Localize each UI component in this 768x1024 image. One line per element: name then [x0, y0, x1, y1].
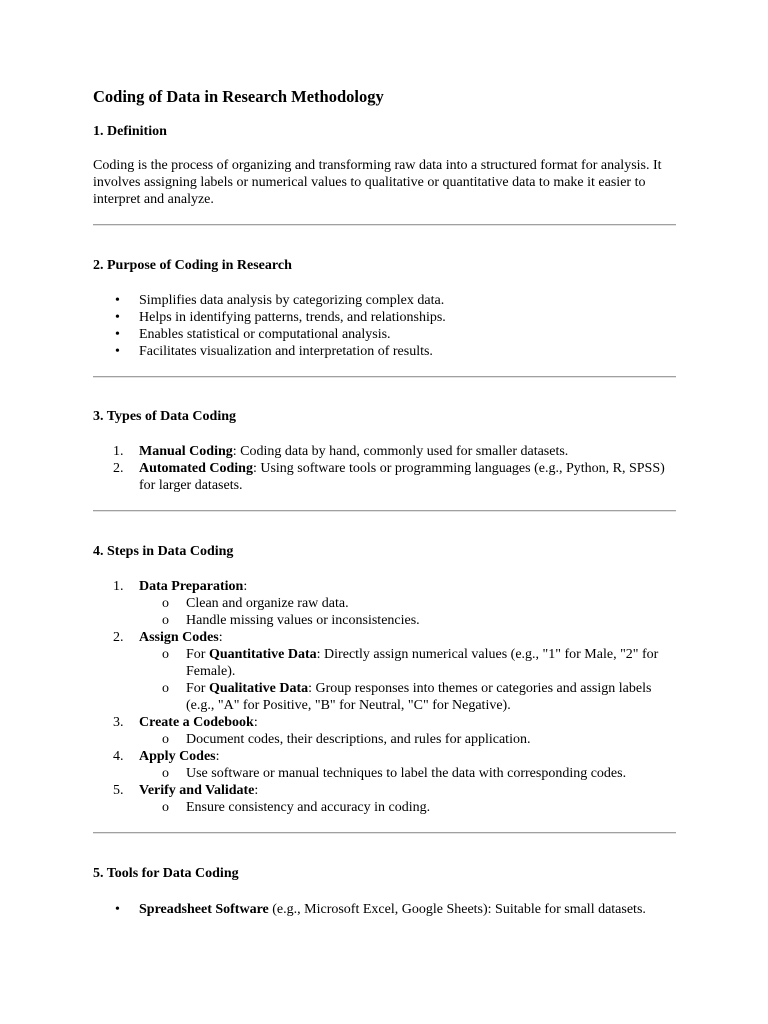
sub-list-item [93, 646, 676, 680]
tools-list [93, 901, 676, 918]
term-label: Assign Codes [139, 630, 219, 645]
document-title: Coding of Data in Research Methodology [93, 87, 384, 106]
section-heading-steps: 4. Steps in Data Coding [93, 544, 234, 559]
list-item [93, 460, 676, 494]
list-item-text: : Group responses into themes or categories and assign labels (e.g., "A" for Positive, "B" for Neutral, "C" for Negative). [186, 681, 652, 713]
list-item [93, 748, 676, 765]
list-item-text: Clean and organize raw data. [186, 596, 349, 611]
horizontal-rule [93, 376, 676, 378]
types-list [93, 443, 676, 494]
sub-bullet-marker: o [162, 800, 169, 815]
list-item [93, 782, 676, 799]
term-label: Create a Codebook [139, 715, 254, 730]
term-label: Qualitative Data [208, 681, 309, 696]
list-number: 2. [113, 461, 124, 476]
term-label: Spreadsheet Software [139, 902, 269, 917]
sub-bullet-marker: o [162, 766, 169, 781]
sub-list-item [93, 799, 676, 816]
list-number: 3. [113, 715, 124, 730]
list-item [93, 326, 676, 343]
bullet-marker: • [115, 293, 120, 308]
list-item-text: Use software or manual techniques to label the data with corresponding codes. [186, 766, 627, 781]
sub-list-item [93, 612, 676, 629]
horizontal-rule [93, 224, 676, 226]
list-item [93, 309, 676, 326]
section-heading-tools: 5. Tools for Data Coding [93, 866, 239, 881]
list-item-text: Enables statistical or computational analysis. [139, 327, 391, 342]
bullet-marker: • [115, 344, 120, 359]
term-label: Manual Coding [139, 444, 233, 459]
list-item [93, 343, 676, 360]
term-label: Automated Coding [139, 461, 253, 476]
list-item-text: : [253, 715, 258, 730]
definition-paragraph: Coding is the process of organizing and transforming raw data into a structured format for analysis. It involves assigning labels or numerical values to qualitative or quantitative data to make it easier to interpret and analyze. [93, 158, 662, 207]
list-item-text: Handle missing values or inconsistencies. [186, 613, 420, 628]
list-item [93, 443, 676, 460]
horizontal-rule [93, 832, 676, 834]
sub-list-item [93, 765, 676, 782]
bullet-marker: • [115, 902, 120, 917]
sub-list-item [93, 595, 676, 612]
sub-bullet-marker: o [162, 647, 169, 662]
list-item-text: : Directly assign numerical values (e.g., "1" for Male, "2" for Female). [186, 647, 659, 679]
term-label: Data Preparation [139, 579, 244, 594]
list-item-text: Document codes, their descriptions, and rules for application. [186, 732, 531, 747]
sub-bullet-marker: o [162, 732, 169, 747]
list-item-prefix: For [186, 681, 209, 696]
list-item-prefix: For [186, 647, 209, 662]
sub-bullet-marker: o [162, 681, 169, 696]
section-heading-types: 3. Types of Data Coding [93, 409, 237, 424]
steps-list [93, 578, 676, 816]
section-heading-definition: 1. Definition [93, 124, 167, 139]
horizontal-rule [93, 510, 676, 512]
sub-list-item [93, 731, 676, 748]
list-item-text: Ensure consistency and accuracy in coding. [186, 800, 431, 815]
list-item-text: Helps in identifying patterns, trends, and relationships. [139, 310, 446, 325]
purpose-list [93, 292, 676, 360]
list-number: 4. [113, 749, 124, 764]
term-label: Verify and Validate [139, 783, 255, 798]
section-heading-purpose: 2. Purpose of Coding in Research [93, 258, 292, 273]
sub-bullet-marker: o [162, 596, 169, 611]
list-item-text: : [243, 579, 248, 594]
list-item [93, 901, 676, 918]
list-item-text: : [218, 630, 223, 645]
term-label: Quantitative Data [208, 647, 317, 662]
list-item [93, 292, 676, 309]
list-number: 5. [113, 783, 124, 798]
list-item [93, 629, 676, 646]
term-label: Apply Codes [139, 749, 216, 764]
list-item [93, 714, 676, 731]
sub-bullet-marker: o [162, 613, 169, 628]
list-item-text: : [254, 783, 259, 798]
bullet-marker: • [115, 327, 120, 342]
list-item-text: Facilitates visualization and interpretation of results. [139, 344, 433, 359]
list-number: 2. [113, 630, 124, 645]
list-item-text: : Using software tools or programming languages (e.g., Python, R, SPSS) for larger datasets. [139, 461, 665, 493]
sub-list-item [93, 680, 676, 714]
bullet-marker: • [115, 310, 120, 325]
list-item-text: Simplifies data analysis by categorizing complex data. [139, 293, 445, 308]
list-item [93, 578, 676, 595]
list-item-text: : [215, 749, 220, 764]
list-number: 1. [113, 444, 124, 459]
list-item-text: (e.g., Microsoft Excel, Google Sheets): Suitable for small datasets. [268, 902, 646, 917]
list-number: 1. [113, 579, 124, 594]
list-item-text: : Coding data by hand, commonly used for smaller datasets. [232, 444, 569, 459]
